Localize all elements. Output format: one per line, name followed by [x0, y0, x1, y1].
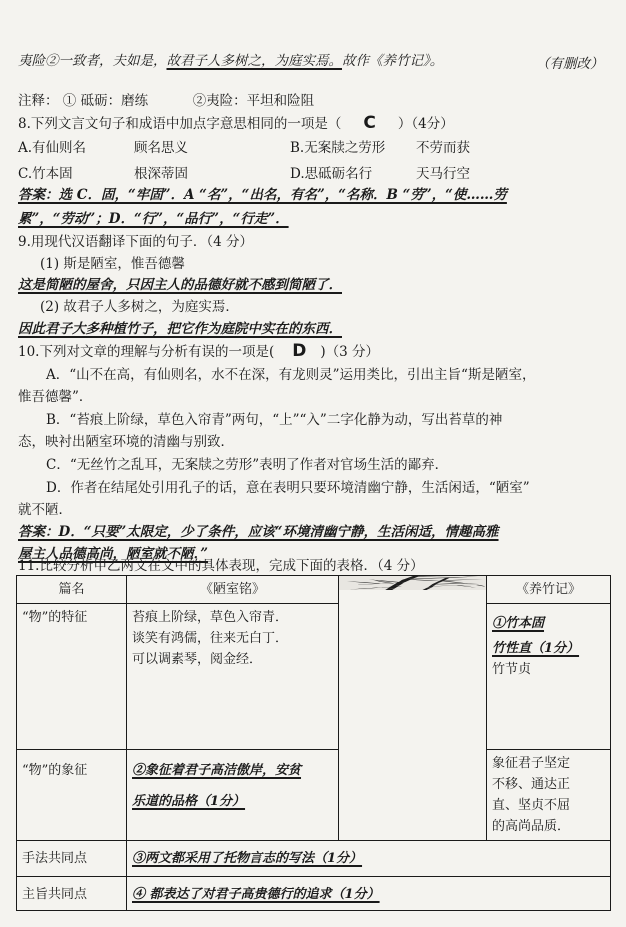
row-label-features: “物”的特征: [17, 604, 127, 750]
loushi-symbolism-answer-2: 乐道的品格（1分）: [132, 794, 246, 809]
q10-option-c: C．“无丝竹之乱耳，无案牍之劳形”表明了作者对官场生活的鄙弃．: [46, 457, 449, 473]
notes-line: [18, 92, 314, 110]
q8-option-b-idiom: 不劳而获: [416, 140, 470, 156]
header-loushiming: 《陋室铭》: [127, 576, 339, 604]
passage-text: 夷险②一致者，夫如是，: [18, 53, 167, 69]
loushi-symbolism-answer-1: ②象征着君子高洁傲岸，安贫: [132, 763, 302, 778]
passage-underlined-text: 故君子人多树之，为庭实焉。: [166, 53, 342, 69]
row-label-technique: 手法共同点: [17, 841, 127, 877]
yangzhu-symbolism-3: 直、坚贞不屈: [492, 798, 571, 813]
comparison-table: [16, 575, 611, 911]
yangzhu-symbolism: [487, 750, 611, 841]
q10-stem-end: )（3 分）: [320, 344, 380, 360]
table-row-theme: [17, 877, 611, 911]
q10-stem: [18, 342, 379, 361]
q8-answer: C: [363, 113, 376, 133]
q10-option-a-1: A．“山不在高，有仙则名，水不在深，有龙则灵”运用类比，引出主旨“斯是陋室，: [46, 367, 536, 383]
notes-label: 注释：: [18, 93, 59, 109]
q10-answer-explanation-1: 答案：D．“只要”太限定，少了条件，应该“环境清幽宁静，生活闲适，情趣高雅: [18, 524, 499, 540]
yangzhu-feature-3: 竹节贞: [492, 662, 532, 677]
loushi-features: [127, 604, 339, 750]
q8-answer-explanation-1: 答案：选 C．固，“牢固”．A “名”，“出名，有名”，“名称．B “劳”，“使……劳: [18, 187, 507, 203]
header-yangzhuji: 《养竹记》: [487, 576, 611, 604]
q8-option-c: C.竹本固: [18, 166, 73, 182]
table-row-features: [17, 604, 611, 750]
q9-answer-2: 因此君子大多种植竹子，把它作为庭院中实在的东西．: [18, 321, 342, 337]
yangzhu-symbolism-4: 的高尚品质．: [492, 819, 571, 834]
q9-sentence-2: (2) 故君子人多树之，为庭实焉．: [40, 299, 239, 315]
q10-option-d-2: 就不陋．: [18, 502, 72, 518]
note-1: ① 砥砺：磨练: [62, 93, 149, 109]
note-2: ②夷险：平坦和险阻: [192, 93, 315, 109]
yangzhu-symbolism-1: 象征君子坚定: [492, 756, 571, 771]
table-row-symbolism: [17, 750, 611, 841]
q8-option-a-idiom: 顾名思义: [134, 140, 188, 156]
bamboo-illustration: [339, 576, 487, 841]
q9-answer-1: 这是简陋的屋舍，只因主人的品德好就不感到简陋了．: [18, 277, 342, 293]
q10-option-a-2: 惟吾德馨”．: [18, 389, 93, 405]
q8-option-a: A.有仙则名: [18, 140, 87, 156]
q10-stem-text: 10.下列对文章的理解与分析有误的一项是(: [18, 344, 275, 360]
loushi-symbolism: [127, 750, 339, 841]
passage-text-end: 故作《养竹记》。: [342, 53, 444, 69]
yangzhu-feature-answer-2: 竹性直（1分）: [492, 641, 580, 656]
yangzhu-features: [487, 604, 611, 750]
q9-sentence-1: (1) 斯是陋室，惟吾德馨: [40, 256, 185, 272]
table-row-technique: [17, 841, 611, 877]
q11-stem: 11.比较分析甲乙两文在文中的具体表现，完成下面的表格．（4 分）: [18, 558, 424, 574]
q10-option-d-1: D．作者在结尾处引用孔子的话，意在表明只要环境清幽宁静，生活闲适，“陋室”: [46, 480, 530, 496]
q8-stem-end: ）（4分）: [397, 116, 454, 132]
theme-answer: ④ 都表达了对君子高贵德行的追求（1分）: [132, 887, 380, 902]
q10-option-b-1: B．“苔痕上阶绿，草色入帘青”两句，“上”“入”二字化静为动，写出苔草的神: [46, 412, 503, 428]
yangzhu-symbolism-2: 不移、通达正: [492, 777, 571, 792]
header-title: 篇名: [17, 576, 127, 604]
theme-cell: [127, 877, 611, 911]
technique-cell: [127, 841, 611, 877]
bamboo-drawing: [339, 576, 486, 590]
row-label-theme: 主旨共同点: [17, 877, 127, 911]
passage-closing-line: [18, 52, 443, 70]
technique-answer: ③两文都采用了托物言志的写法（1分）: [132, 851, 363, 866]
q8-option-c-idiom: 根深蒂固: [134, 166, 188, 182]
q10-option-b-2: 态，映衬出陋室环境的清幽与别致．: [18, 434, 234, 450]
row-label-symbolism: “物”的象征: [17, 750, 127, 841]
q9-stem: 9.用现代汉语翻译下面的句子．（4 分）: [18, 234, 254, 250]
q8-answer-explanation-2: 累”，“劳动”；D．“行”，“品行”，“行走”．: [18, 211, 289, 227]
source-note: （有删改）: [536, 56, 604, 72]
yangzhu-feature-answer-1: ①竹本固: [492, 616, 545, 631]
q8-stem-text: 8.下列文言文句子和成语中加点字意思相同的一项是（: [18, 116, 342, 132]
q8-option-d-idiom: 天马行空: [416, 166, 470, 182]
q8-option-d: D.思砥砺名行: [290, 166, 373, 182]
q8-stem: [18, 114, 454, 133]
q8-option-b: B.无案牍之劳形: [290, 140, 386, 156]
loushi-feature-3: 可以调素琴，阅金经．: [132, 652, 263, 667]
loushi-feature-1: 苔痕上阶绿，草色入帘青．: [132, 610, 289, 625]
loushi-feature-2: 谈笑有鸿儒，往来无白丁．: [132, 631, 289, 646]
q10-answer-explanation-2: 屋主人品德高尚，陋室就不陋．”: [18, 546, 209, 562]
q10-answer: D: [292, 341, 307, 361]
table-header-row: [17, 576, 611, 604]
